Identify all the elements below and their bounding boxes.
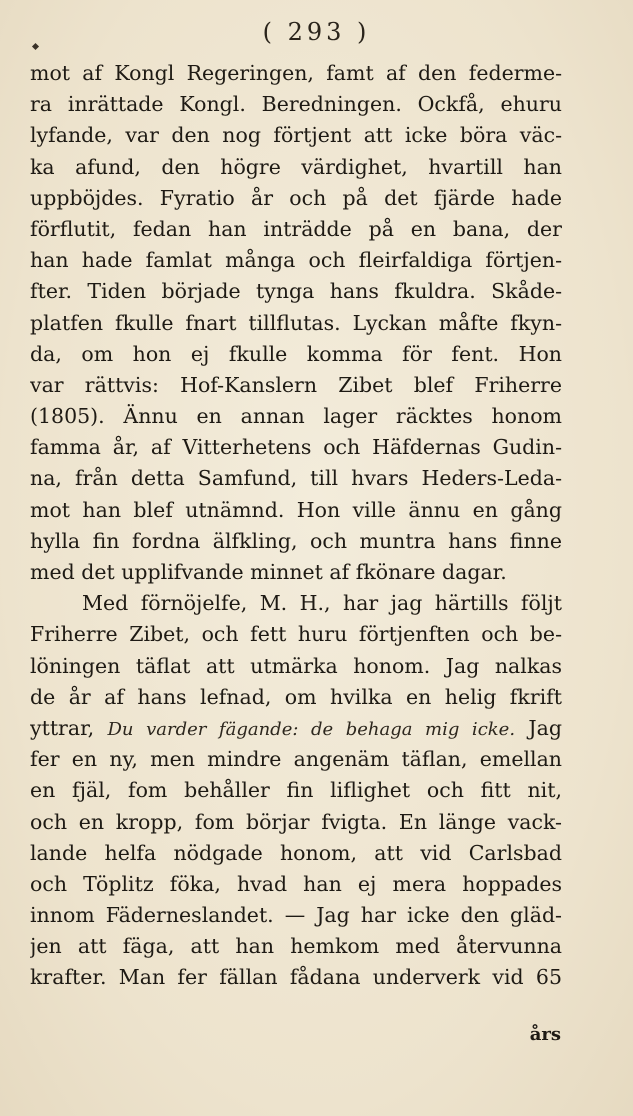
body-text [30,58,562,994]
text-line [30,713,562,744]
text-line: löningen täflat att utmärka honom. Jag nalkas [30,653,562,678]
text-line: och en kropp, fom börjar fvigta. En länge vack- [30,809,562,834]
text-line: (1805). Ännu en annan lager räcktes honom [30,404,562,429]
text-line: fter. Tiden började tynga hans fkuldra. Skåde- [30,279,562,304]
text-line: innom Fäderneslandet. — Jag har icke den gläd- [30,903,562,928]
text-line: ka afund, den högre värdighet, hvartill han [30,154,562,179]
text-line: platfen fkulle fnart tillflutas. Lyckan måfte fkyn- [30,310,562,335]
text-line: han hade famlat många och fleirfaldiga förtjen- [30,248,562,273]
text-line: mot af Kongl Regeringen, famt af den federme- [30,61,562,85]
text-line: lande helfa nödgade honom, att vid Carlsbad [30,840,562,865]
text-line: med det upplifvande minnet af fkönare dagar. [30,560,507,584]
text-line: fer en ny, men mindre angenäm täflan, emellan [30,747,562,772]
text-line: krafter. Man fer fällan fådana underverk vid 65 [30,965,562,990]
text-line: förflutit, fedan han inträdde på en bana, der [30,216,562,241]
catchword: års [529,1024,561,1045]
text-line: var rättvis: Hof-Kanslern Zibet blef Friherre [30,372,562,397]
text-line: na, från detta Samfund, till hvars Heders-Leda- [30,466,562,491]
text-line: uppböjdes. Fyratio år och på det fjärde hade [30,185,562,210]
page-number-header: ( 293 ) [262,18,371,46]
text-line: en fjäl, fom behåller fin liflighet och fitt nit, [30,778,562,803]
text-line: hylla fin fordna älfkling, och muntra hans finne [30,528,562,553]
text-line: de år af hans lefnad, om hvilka en helig fkrift [30,684,562,709]
text-line: Med förnöjelfe, M. H., har jag härtills följt [82,591,562,616]
text-line: jen att fäga, att han hemkom med återvunna [30,934,562,959]
text-line: mot han blef utnämnd. Hon ville ännu en gång [30,497,562,522]
text-line: och Töplitz föka, hvad han ej mera hoppades [30,871,562,896]
text-segment: Jag [515,715,562,740]
text-segment: yttrar, [30,715,108,740]
text-line: famma år, af Vitterhetens och Häfdernas Gudin- [30,435,562,460]
text-line: ra inrättade Kongl. Beredningen. Ockfå, ehuru [30,92,562,117]
text-line: lyfande, var den nog förtjent att icke böra väc- [30,123,562,148]
text-line: Friherre Zibet, och fett huru förtjenften och be- [30,622,562,647]
text-line: da, om hon ej fkulle komma för fent. Hon [30,341,562,366]
scripture-quote: Du varder fägande: de behaga mig icke. [107,718,516,740]
